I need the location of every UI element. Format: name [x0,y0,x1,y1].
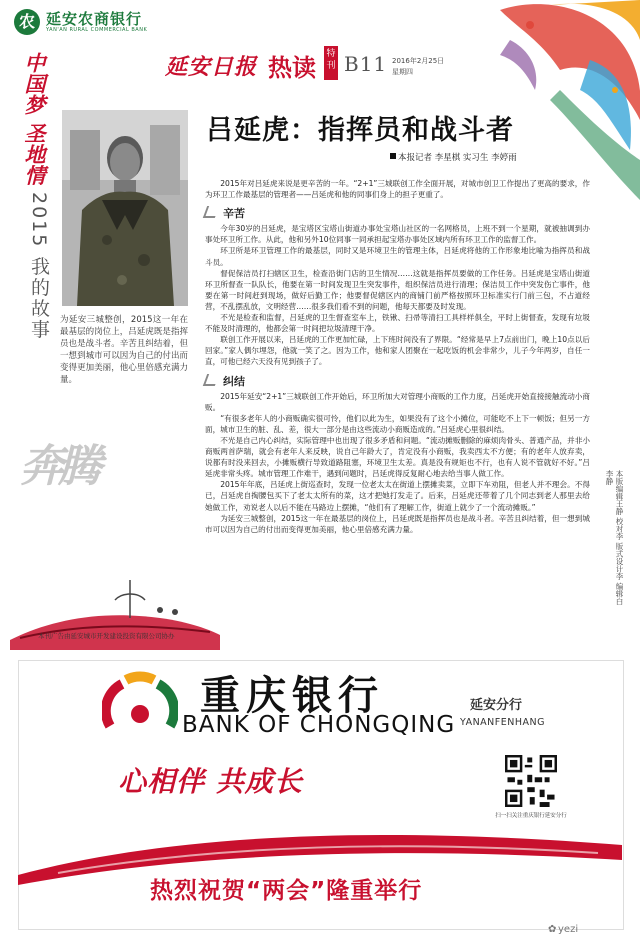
paragraph: 为延安三城整创，2015这一年在最基层的岗位上，吕延虎既是指挥员也是战斗者。辛苦且纠结着，但一想到城市可以因为自己的付出而变得更加美丽，他心里倍感充满力量。 [205,513,590,534]
special-edition-tag: 特刊 [324,46,338,80]
qr-code-icon[interactable] [505,755,557,807]
ad-slogan: 心相伴 共成长 [118,765,303,798]
ad-banner-text: 热烈祝贺“两会”隆重举行 [150,878,423,904]
paragraph: 2015年年底，吕延虎上街巡查时，发现一位老太太在街道上摆摊卖菜，立即下车劝阻，但老人并不理会。不得已，吕延虎自掏腰包买下了老太太所有的菜，这才把她打发走了。后来，吕延虎还带着了几个同志到老人那里去给她做工作，劝说老人以后不能在马路边上摆摊，“他们有了理解工作，街道上就少了一个流动摊贩。” [205,480,590,512]
ad-branch-name: 延安分行 [470,698,523,713]
bank-name-english: YAN'AN RURAL COMMERCIAL BANK [46,27,148,33]
subheading-text: 纠结 [223,374,245,388]
paragraph: 今年30岁的吕延虎，是宝塔区宝塔山街道办事处宝塔山社区的一名网格员，上班不到一个星期，就被抽调到办事处环卫所工作。从此，他和另外10位同事一同承担起宝塔办事处区域内所有环卫工作的监督工作。 [205,224,590,245]
color-splash-decoration [440,0,640,200]
editor-side-note: 本版编辑王静 校对李 版式设计李 编辑白 李静 [605,470,624,605]
paragraph: 督促保洁员打扫辖区卫生，检查沿街门店的卫生情况……这就是指挥员要做的工作任务。吕延虎是宝塔山街道环卫所督查一队队长，他要在第一时间发现卫生突发事件，组织保洁员进行清理；保洁员工作中突发伤亡事件，他要在第一时间赶到现场，做好后勤工作；他要督促辖区内的商铺门前严格按照环卫标准实行门前三包，不占道经营，不乱摆乱放，文明经营……很多我们看不到的问题，他每天都要及时发现。 [205,268,590,311]
paragraph: 环卫所是环卫管理工作的最基层，同时又是环境卫生的管理主体，吕延虎将他的工作形象地比喻为指挥员和战斗员。 [205,246,590,267]
paragraph: 不光是检查和监督，吕延虎的卫生督查室车上，铁锹、扫帚等清扫工具样样俱全，平时上街督查，发现有垃圾不能及时清理的，他都会第一时间把垃圾清理干净。 [205,313,590,334]
byline-square-icon [390,153,396,159]
lead-paragraph: 2015年对吕延虎来说是更辛苦的一年。“2+1”三城联创工作全面开展，对城市创卫工作提出了更高的要求，作为环卫工作最基层的管理者——吕延虎和他的同事们身上的担子更重了。 [205,179,590,200]
bank-logo-icon: 农 [14,9,40,35]
section-name: 热读 [268,54,316,82]
paragraph: “有很多老年人的小商贩确实很可怜，他们以此为生，如果没有了这个小摊位，可能吃不上下一顿饭；但另一方面，城市卫生的脏、乱、差，很大一部分是由这些流动小商贩造成的。”吕延虎心里很纠结。 [205,413,590,434]
bank-name: 延安农商银行 [46,10,143,28]
newspaper-name: 延安日报 [165,54,258,80]
watermark-text: yezi [558,924,579,935]
article-byline: 本报记者 李星棋 实习生 李婷雨 [398,153,517,163]
paragraph: 不光是自己内心纠结，实际管理中也出现了很多矛盾和问题。“流动摊贩删除的麻烦肉骨头、普通产品，并非小商贩两首萨瑞，就会有老年人来反映，说自己年龄大了，肯定没有小商贩，我卖西太不方便；有的老年人放弃卖，说都有时没来回去，小摊贩横行导致道路阻塞，环境卫生太差。真是没有规矩也不行，也有人说不管就好不好。”吕延虎非常头疼。城市管理工作难干，遇到问题时，吕延虎得反复耐心地去给当事人做工作。 [205,435,590,479]
wechat-icon: ✿ [548,924,557,935]
vertical-title: 中国梦 圣地情 [22,52,47,186]
ad-branch-name-english: YANANFENHANG [460,717,545,728]
ad-sponsor-note: 本刊广告由延安城市开发建设投资有限公司协办 [38,632,175,640]
ad-bank-name-english: BANK OF CHONGQING [182,712,456,738]
subheading-mark-icon [203,206,219,218]
article-body [205,178,590,535]
issue-weekday: 星期四 [392,68,413,76]
qr-caption: 扫一扫关注重庆银行延安分行 [495,813,567,819]
calligraphy-art: 奔腾 [20,441,96,492]
chongqing-bank-logo-icon [102,668,178,744]
vertical-year-title: 2015 我的故事 [28,192,50,341]
subheading-conflicted [205,374,590,387]
subheading-mark-icon [203,374,219,386]
paragraph: 2015年延安“2+1”三城联创工作开始后，环卫所加大对管理小商贩的工作力度，吕延虎开始直接接触流动小商贩。 [205,391,590,412]
paragraph: 联创工作开展以来，吕延虎的工作更加忙碌，上下班时间没有了界限。“经常是早上7点前出门，晚上10点以后回家。”家人偶尔埋怨，他就一笑了之。因为工作，他和家人团聚在一起吃饭的机会非常少，儿子今年两岁，自任一直，可他已经六天没有见到孩子了。 [205,335,590,367]
subheading-text: 辛苦 [223,207,245,221]
article-headline: 吕延虎：指挥员和战斗者 [206,115,514,146]
subheading-hard-work [205,206,590,219]
portrait-photo [62,110,188,306]
issue-date: 2016年2月25日 [392,57,445,65]
ad-bank-name: 重庆银行 [200,672,384,719]
page-number: B11 [344,52,388,76]
photo-caption: 为延安三城整创，2015这一年在最基层的岗位上，吕延虎既是指挥员也是战斗者。辛苦且纠结着，但一想到城市可以因为自己的付出而变得更加美丽，他心里倍感充满力量。 [60,315,188,385]
